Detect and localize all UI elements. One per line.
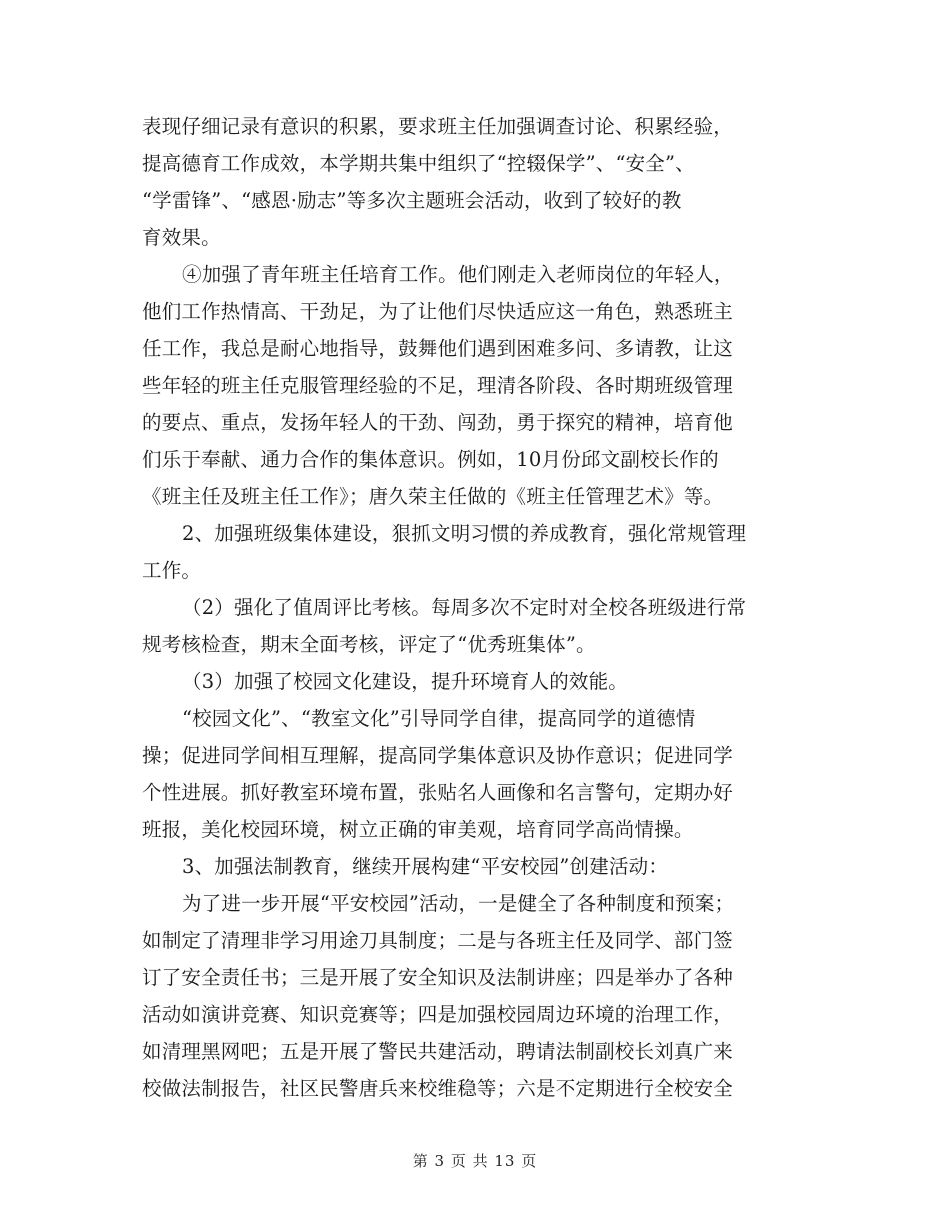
page-number-label: 第 3 页 共 13 页 <box>412 1152 538 1170</box>
text-line: 校做法制报告，社区民警唐兵来校维稳等；六是不定期进行全校安全 <box>142 1077 734 1100</box>
text-line: 班报，美化校园环境，树立正确的审美观，培育同学高尚情操。 <box>142 818 694 841</box>
text-line: 他们工作热情高、干劲足，为了让他们尽快适应这一角色，熟悉班主 <box>142 300 734 323</box>
text-line: 的要点、重点，发扬年轻人的干劲、闯劲，勇于探究的精神，培育他 <box>142 411 734 434</box>
text-line: 表现仔细记录有意识的积累，要求班主任加强调查讨论、积累经验， <box>142 115 734 138</box>
page-footer <box>0 1150 950 1171</box>
text-line: 些年轻的班主任克服管理经验的不足，理清各阶段、各时期班级管理 <box>142 374 734 397</box>
text-line: 2、加强班级集体建设，狠抓文明习惯的养成教育，强化常规管理 <box>182 522 747 545</box>
text-line: 操；促进同学间相互理解，提高同学集体意识及协作意识；促进同学 <box>142 744 734 767</box>
text-line: 订了安全责任书；三是开展了安全知识及法制讲座；四是举办了各种 <box>142 966 734 989</box>
text-line: 活动如演讲竞赛、知识竞赛等；四是加强校园周边环境的治理工作， <box>142 1003 734 1026</box>
text-line: 们乐于奉献、通力合作的集体意识。例如，10月份邱文副校长作的 <box>142 448 719 471</box>
text-line: 提高德育工作成效，本学期共集中组织了“控辍保学”、“安全”、 <box>142 152 695 175</box>
text-line: ④加强了青年班主任培育工作。他们刚走入老师岗位的年轻人， <box>182 263 734 286</box>
body-text <box>142 108 810 1107</box>
text-line: 如制定了清理非学习用途刀具制度；二是与各班主任及同学、部门签 <box>142 929 734 952</box>
text-line: （3）加强了校园文化建设，提升环境育人的效能。 <box>182 670 629 693</box>
text-line: “校园文化”、“教室文化”引导同学自律，提高同学的道德情 <box>182 707 696 730</box>
text-line: 个性进展。抓好教室环境布置，张贴名人画像和名言警句，定期办好 <box>142 781 734 804</box>
text-line: （2）强化了值周评比考核。每周多次不定时对全校各班级进行常 <box>182 596 747 619</box>
text-line: 为了进一步开展“平安校园”活动，一是健全了各种制度和预案； <box>182 892 735 915</box>
text-line: 如清理黑网吧；五是开展了警民共建活动，聘请法制副校长刘真广来 <box>142 1040 734 1063</box>
text-line: 3、加强法制教育，继续开展构建“平安校园”创建活动： <box>182 855 669 878</box>
text-line: 任工作，我总是耐心地指导，鼓舞他们遇到困难多问、多请教，让这 <box>142 337 734 360</box>
text-line: 工作。 <box>142 559 202 582</box>
text-line: 《班主任及班主任工作》；唐久荣主任做的《班主任管理艺术》等。 <box>142 485 724 508</box>
text-line: “学雷锋”、“感恩·励志”等多次主题班会活动，收到了较好的教 <box>142 189 682 212</box>
text-line: 规考核检查，期末全面考核，评定了“优秀班集体”。 <box>142 633 596 656</box>
text-line: 育效果。 <box>142 226 221 249</box>
